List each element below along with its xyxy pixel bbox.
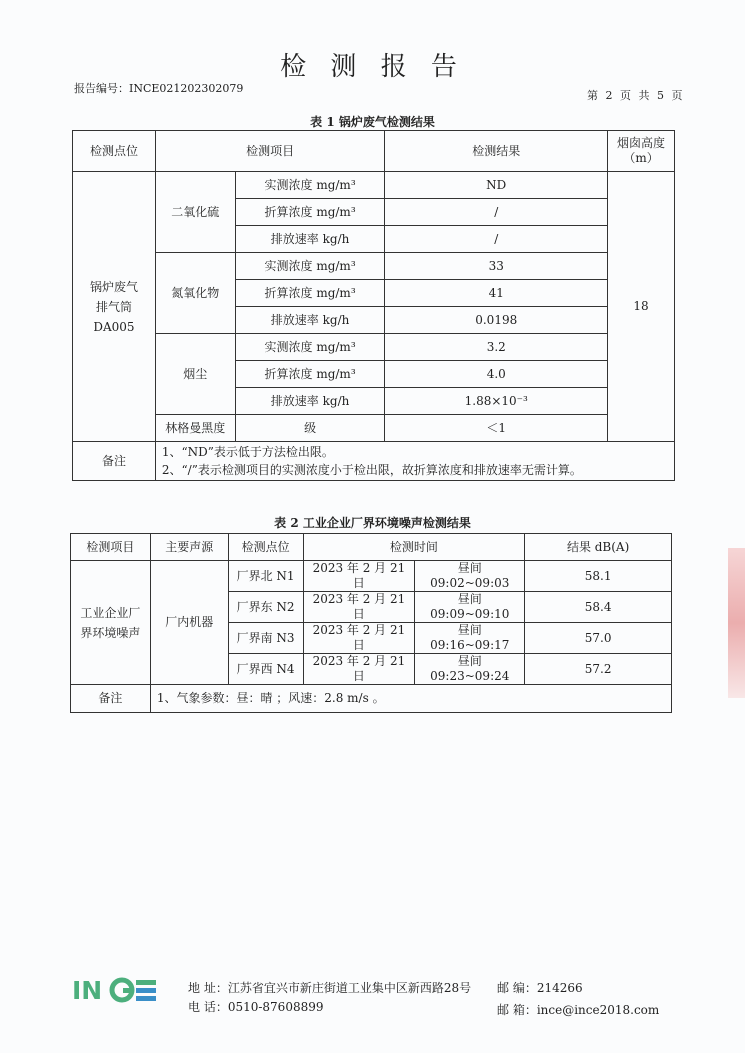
- date-cell: 2023 年 2 月 21 日: [303, 592, 415, 623]
- header-result: 结果 dB(A): [525, 534, 672, 561]
- pollutant-name: 烟尘: [155, 334, 235, 415]
- note-line: 1、“ND”表示低于方法检出限。: [161, 445, 334, 459]
- result-cell: 58.4: [525, 592, 672, 623]
- notes-cell: 1、气象参数：昼：晴 ；风速：2.8 m/s 。: [150, 685, 671, 713]
- item-cell: 实测浓度 mg/m³: [235, 334, 385, 361]
- result-cell: ND: [385, 172, 608, 199]
- notes-label: 备注: [71, 685, 151, 713]
- date-cell: 2023 年 2 月 21 日: [303, 654, 415, 685]
- ringelmann-unit: 级: [235, 415, 385, 442]
- table2-caption: 表 2 工业企业厂界环境噪声检测结果: [274, 516, 471, 530]
- time-cell: 昼间 09:02~09:03: [415, 561, 525, 592]
- notes-cell: [155, 442, 674, 481]
- time-cell: 昼间 09:09~09:10: [415, 592, 525, 623]
- page-info: 第 2 页 共 5 页: [587, 89, 685, 102]
- time-cell: 昼间 09:16~09:17: [415, 623, 525, 654]
- result-cell: 41: [385, 280, 608, 307]
- sampling-point: 锅炉废气 排气筒 DA005: [73, 172, 156, 442]
- item-cell: 折算浓度 mg/m³: [235, 361, 385, 388]
- item-cell: 排放速率 kg/h: [235, 226, 385, 253]
- result-cell: 0.0198: [385, 307, 608, 334]
- header-stack-height: 烟囱高度 （m）: [608, 131, 675, 172]
- footer-postcode: 邮 编：214266: [497, 981, 583, 995]
- stack-height-value: 18: [608, 172, 675, 442]
- footer-email: 邮 箱：ince@ince2018.com: [497, 1003, 660, 1017]
- footer-phone: 电 话：0510-87608899: [188, 1000, 324, 1014]
- result-cell: 57.0: [525, 623, 672, 654]
- note-line: 2、“/”表示检测项目的实测浓度小于检出限，故折算浓度和排放速率无需计算。: [161, 463, 582, 477]
- time-cell: 昼间 09:23~09:24: [415, 654, 525, 685]
- notes-label: 备注: [73, 442, 156, 481]
- header-point: 检测点位: [228, 534, 303, 561]
- header-time: 检测时间: [303, 534, 525, 561]
- table1-caption: 表 1 锅炉废气检测结果: [310, 115, 435, 129]
- report-number: 报告编号：INCE021202302079: [74, 82, 244, 95]
- date-cell: 2023 年 2 月 21 日: [303, 561, 415, 592]
- point-cell: 厂界北 N1: [228, 561, 303, 592]
- svg-text:IN: IN: [72, 976, 103, 1005]
- item-cell: 实测浓度 mg/m³: [235, 253, 385, 280]
- ince-logo: [72, 974, 158, 1006]
- pollutant-name: 二氧化硫: [155, 172, 235, 253]
- date-cell: 2023 年 2 月 21 日: [303, 623, 415, 654]
- item-cell: 排放速率 kg/h: [235, 388, 385, 415]
- result-cell: 4.0: [385, 361, 608, 388]
- noise-source: 厂内机器: [150, 561, 228, 685]
- result-cell: /: [385, 199, 608, 226]
- noise-table: [70, 533, 672, 713]
- item-cell: 排放速率 kg/h: [235, 307, 385, 334]
- document-title: 检 测 报 告: [280, 52, 465, 82]
- ringelmann-name: 林格曼黑度: [155, 415, 235, 442]
- point-cell: 厂界西 N4: [228, 654, 303, 685]
- item-cell: 折算浓度 mg/m³: [235, 280, 385, 307]
- result-cell: 3.2: [385, 334, 608, 361]
- result-cell: 58.1: [525, 561, 672, 592]
- result-cell: /: [385, 226, 608, 253]
- header-result: 检测结果: [385, 131, 608, 172]
- item-cell: 折算浓度 mg/m³: [235, 199, 385, 226]
- pollutant-name: 氮氧化物: [155, 253, 235, 334]
- point-cell: 厂界东 N2: [228, 592, 303, 623]
- boiler-exhaust-table: [72, 130, 675, 481]
- noise-item: 工业企业厂 界环境噪声: [71, 561, 151, 685]
- header-item: 检测项目: [155, 131, 385, 172]
- result-cell: 57.2: [525, 654, 672, 685]
- result-cell: 1.88×10⁻³: [385, 388, 608, 415]
- header-item: 检测项目: [71, 534, 151, 561]
- point-cell: 厂界南 N3: [228, 623, 303, 654]
- seal-stamp-fragment: [728, 548, 745, 698]
- header-source: 主要声源: [150, 534, 228, 561]
- item-cell: 实测浓度 mg/m³: [235, 172, 385, 199]
- footer-address: 地 址：江苏省宜兴市新庄街道工业集中区新西路28号: [188, 981, 472, 995]
- header-point: 检测点位: [73, 131, 156, 172]
- ringelmann-result: ＜1: [385, 415, 608, 442]
- result-cell: 33: [385, 253, 608, 280]
